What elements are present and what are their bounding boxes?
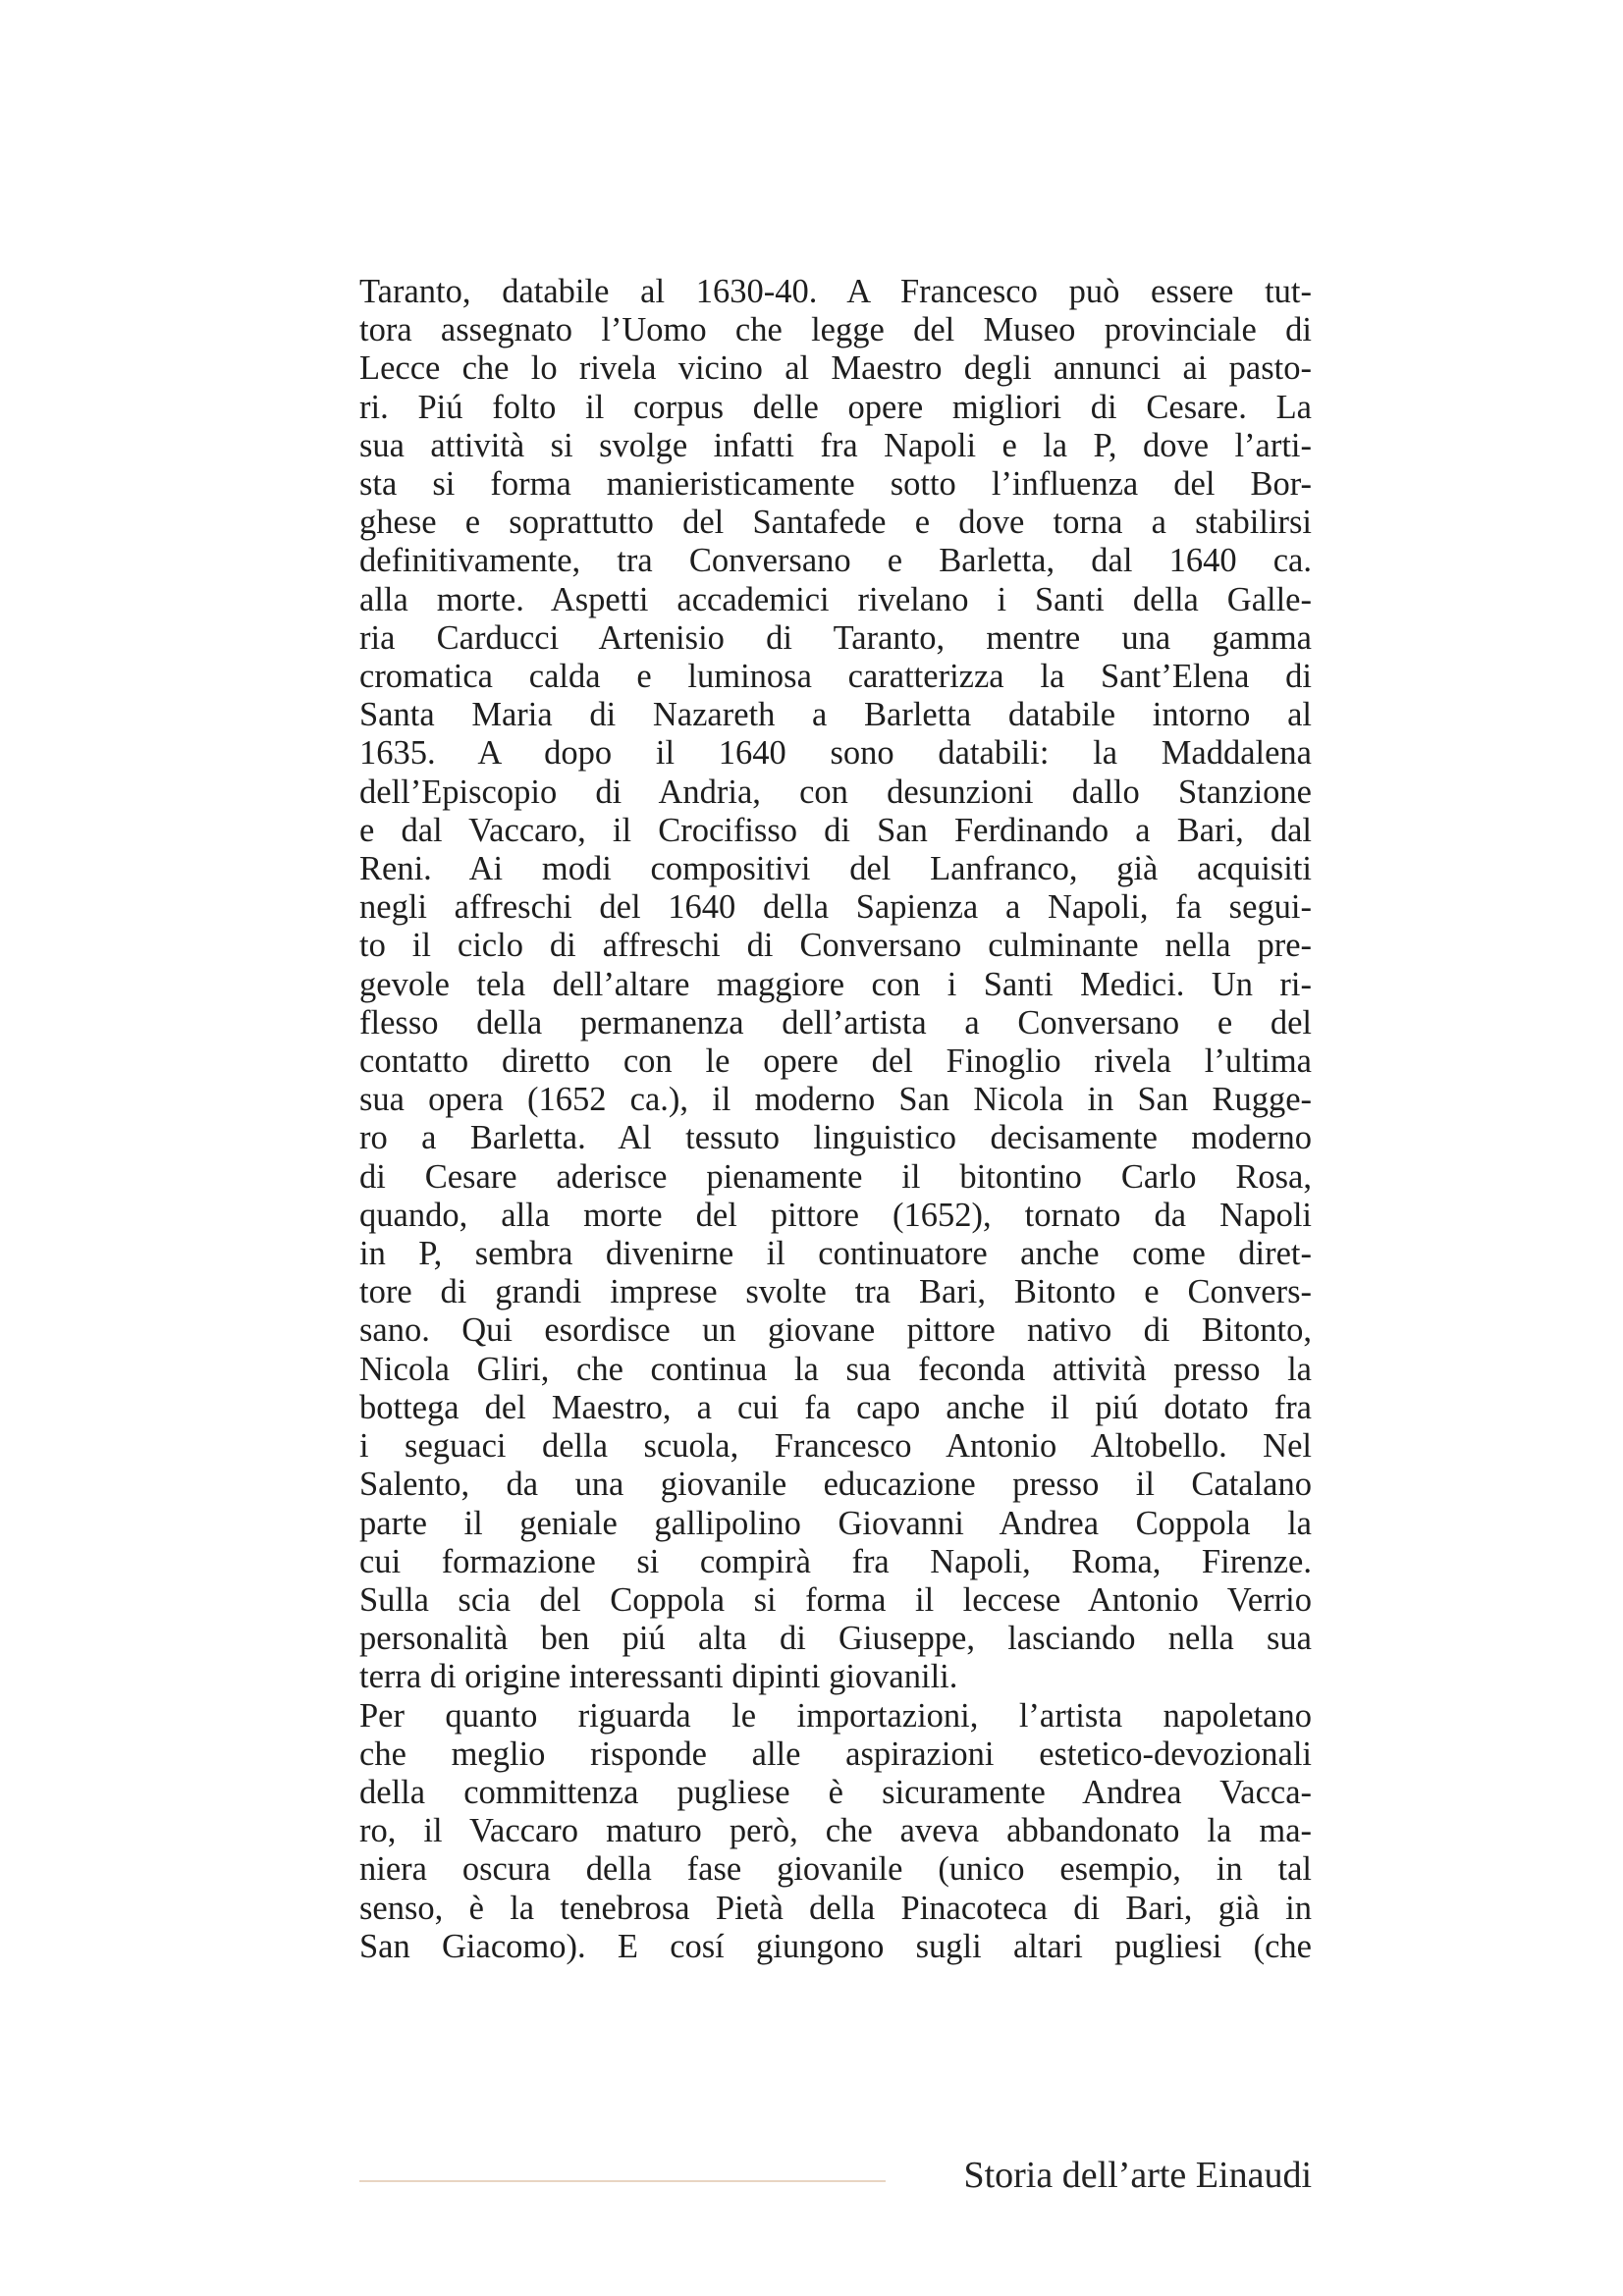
text-line: Taranto, databile al 1630-40. A Francesco può essere tut- [359, 273, 1312, 310]
text-line: Sulla scia del Coppola si forma il leccese Antonio Verrio [359, 1580, 1312, 1619]
text-line: dell’Episcopio di Andria, con desunzioni dallo Stanzione [359, 773, 1312, 811]
text-line: della committenza pugliese è sicuramente Andrea Vacca- [359, 1773, 1312, 1811]
text-line: tore di grandi imprese svolte tra Bari, Bitonto e Convers- [359, 1273, 1312, 1311]
text-line: gevole tela dell’altare maggiore con i Santi Medici. Un ri- [359, 965, 1312, 1003]
text-line: ro, il Vaccaro maturo però, che aveva abbandonato la ma- [359, 1812, 1312, 1850]
text-line: sta si forma manieristicamente sotto l’influenza del Bor- [359, 465, 1312, 504]
footer-rule [359, 2180, 886, 2182]
text-line: che meglio risponde alle aspirazioni estetico-devozionali [359, 1735, 1312, 1773]
text-line: terra di origine interessanti dipinti giovanili. [359, 1658, 958, 1696]
text-line: quando, alla morte del pittore (1652), tornato da Napoli [359, 1196, 1312, 1234]
text-line: San Giacomo). E cosí giungono sugli altari pugliesi (che [359, 1927, 1312, 1965]
text-line: Per quanto riguarda le importazioni, l’artista napoletano [359, 1696, 1312, 1735]
text-line: cui formazione si compirà fra Napoli, Roma, Firenze. [359, 1542, 1312, 1580]
text-line: niera oscura della fase giovanile (unico esempio, in tal [359, 1850, 1312, 1889]
text-line: ri. Piú folto il corpus delle opere migliori di Cesare. La [359, 388, 1312, 426]
text-line: senso, è la tenebrosa Pietà della Pinacoteca di Bari, già in [359, 1889, 1312, 1927]
text-line: alla morte. Aspetti accademici rivelano i Santi della Galle- [359, 580, 1312, 618]
text-line: ro a Barletta. Al tessuto linguistico decisamente moderno [359, 1119, 1312, 1157]
footer-title: Storia dell’arte Einaudi [963, 2155, 1312, 2196]
text-line: parte il geniale gallipolino Giovanni Andrea Coppola la [359, 1504, 1312, 1542]
text-line: di Cesare aderisce pienamente il bitontino Carlo Rosa, [359, 1157, 1312, 1196]
text-line: to il ciclo di affreschi di Conversano culminante nella pre- [359, 927, 1312, 965]
text-line: ghese e soprattutto del Santafede e dove torna a stabilirsi [359, 504, 1312, 542]
text-line: tora assegnato l’Uomo che legge del Museo provinciale di [359, 311, 1312, 349]
text-line: Lecce che lo rivela vicino al Maestro degli annunci ai pasto- [359, 349, 1312, 388]
text-line: definitivamente, tra Conversano e Barletta, dal 1640 ca. [359, 542, 1312, 580]
text-line: Reni. Ai modi compositivi del Lanfranco, già acquisiti [359, 850, 1312, 888]
text-line: cromatica calda e luminosa caratterizza la Sant’Elena di [359, 658, 1312, 696]
text-line: contatto diretto con le opere del Finoglio rivela l’ultima [359, 1042, 1312, 1081]
text-line: Nicola Gliri, che continua la sua feconda attività presso la [359, 1350, 1312, 1388]
text-line: ria Carducci Artenisio di Taranto, mentre una gamma [359, 618, 1312, 657]
text-line: sano. Qui esordisce un giovane pittore nativo di Bitonto, [359, 1311, 1312, 1350]
body-text [359, 273, 1312, 1966]
text-line: i seguaci della scuola, Francesco Antonio Altobello. Nel [359, 1427, 1312, 1466]
text-line: flesso della permanenza dell’artista a Conversano e del [359, 1003, 1312, 1041]
text-line: in P, sembra divenirne il continuatore anche come diret- [359, 1235, 1312, 1273]
text-line: sua attività si svolge infatti fra Napoli e la P, dove l’arti- [359, 426, 1312, 464]
text-line: Santa Maria di Nazareth a Barletta databile intorno al [359, 696, 1312, 734]
text-line: bottega del Maestro, a cui fa capo anche il piú dotato fra [359, 1388, 1312, 1426]
text-line: sua opera (1652 ca.), il moderno San Nicola in San Rugge- [359, 1081, 1312, 1119]
text-line: personalità ben piú alta di Giuseppe, lasciando nella sua [359, 1620, 1312, 1658]
text-line: 1635. A dopo il 1640 sono databili: la Maddalena [359, 734, 1312, 773]
text-line: e dal Vaccaro, il Crocifisso di San Ferdinando a Bari, dal [359, 811, 1312, 849]
text-line: negli affreschi del 1640 della Sapienza a Napoli, fa segui- [359, 888, 1312, 927]
text-line: Salento, da una giovanile educazione presso il Catalano [359, 1466, 1312, 1504]
